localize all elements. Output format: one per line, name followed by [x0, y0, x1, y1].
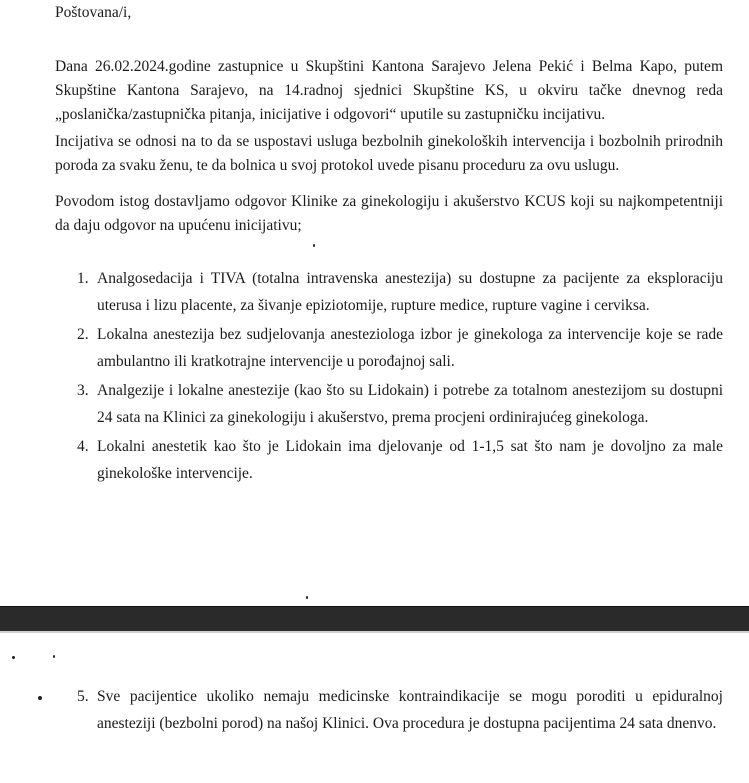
intro-paragraph: Dana 26.02.2024.godine zastupnice u Skupštini Kantona Sarajevo Jelena Pekić i Belma Kapo, putem Skupštine Kantona Sarajevo, na 14.radnoj sjednici Skupštine KS, u okviru tačke dnevnog reda „poslanička/zastupnička pitanja, inicijative i odgovori“ uputile su zastupničku incijativu.	[55, 58, 723, 123]
answer-list-continued	[55, 683, 723, 739]
scan-speck	[12, 656, 15, 659]
list-item-number: 3.	[77, 382, 89, 399]
initiative-paragraph: Incijativa se odnosi na to da se uspostavi usluga bezbolnih ginekoloških intervencija i bozbolnih prirodnih poroda za svaku ženu, te da bolnica u svoj protokol uvede pisanu proceduru za ovu uslugu.	[55, 133, 723, 174]
list-item-number: 1.	[77, 270, 89, 287]
salutation: Poštovana/i,	[55, 4, 132, 21]
page-break-divider	[0, 606, 749, 632]
scan-speck	[313, 244, 315, 247]
list-item	[55, 377, 723, 431]
list-item-text: Analgosedacija i TIVA (totalna intravenska anestezija) su dostupne za pacijente za eksploraciju uterusa i lizu placente, za šivanje epiziotomije, rupture medice, rupture vagine i cerviksa.	[97, 270, 723, 314]
list-item	[55, 321, 723, 375]
list-item-number: 2.	[77, 326, 89, 343]
list-item-text: Analgezije i lokalne anestezije (kao što su Lidokain) i potrebe za totalnom anestezijom su dostupni 24 sata na Klinici za ginekologiju i akušerstvo, prema procjeni ordinirajućeg ginekologa.	[97, 382, 723, 426]
list-item-number: 4.	[77, 438, 89, 455]
response-paragraph: Povodom istog dostavljamo odgovor Klinike za ginekologiju i akušerstvo KCUS koji su najkompetentniji da daju odgovor na upućenu inicijativu;	[55, 193, 723, 234]
list-item-text: Sve pacijentice ukoliko nemaju medicinske kontraindikacije se mogu poroditi u epiduralnoj anesteziji (bezbolni porod) na našoj Klinici. Ova procedura je dostupna pacijentima 24 sata dnenvo.	[97, 688, 723, 732]
scan-speck	[53, 655, 55, 658]
list-item-text: Lokalni anestetik kao što je Lidokain ima djelovanje od 1-1,5 sat što nam je dovoljno za male ginekološke intervencije.	[97, 438, 723, 482]
list-bullet-mark	[38, 696, 42, 700]
list-item	[55, 433, 723, 487]
page-break-shadow	[0, 631, 749, 633]
scan-speck	[306, 596, 308, 599]
list-item	[55, 265, 723, 319]
list-item-number: 5.	[77, 688, 89, 705]
list-item-text: Lokalna anestezija bez sudjelovanja anesteziologa izbor je ginekologa za intervencije koje se rade ambulantno ili kratkotrajne intervencije u porođajnoj sali.	[97, 326, 723, 370]
answer-list	[55, 265, 723, 489]
list-item	[55, 683, 723, 737]
